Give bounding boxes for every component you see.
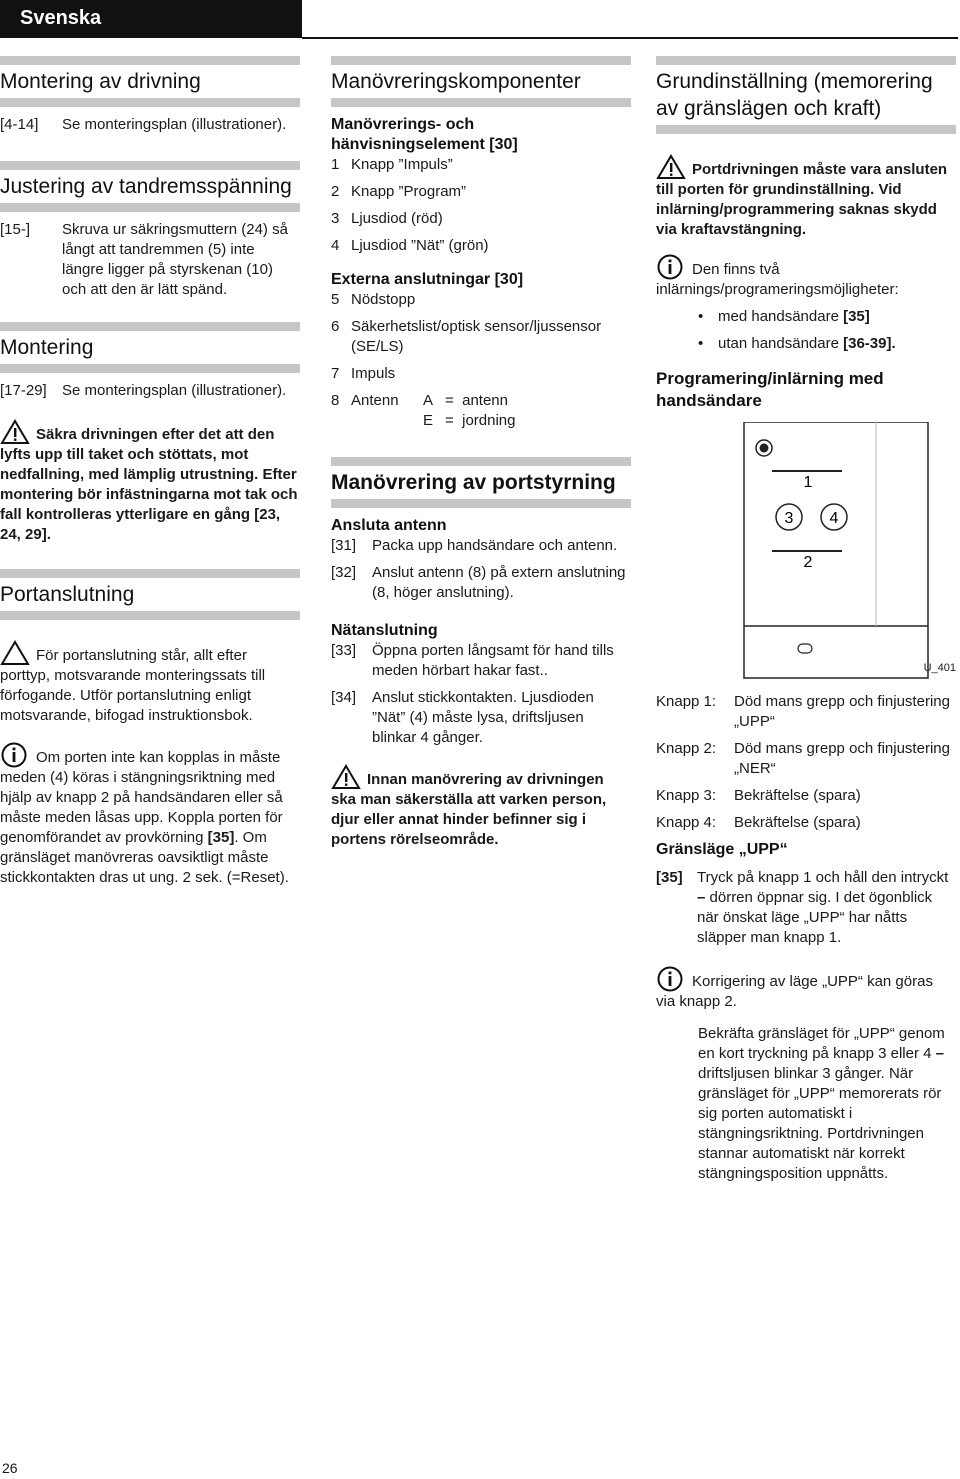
section-title: Montering bbox=[0, 336, 94, 359]
header-rule bbox=[302, 37, 958, 39]
figure-ref: [15-] bbox=[0, 221, 31, 238]
key-description: Bekräftelse (spara) bbox=[734, 814, 861, 831]
instruction-row bbox=[0, 115, 300, 135]
section-justering bbox=[0, 161, 300, 300]
section-manovrering-av-portstyrning bbox=[331, 457, 631, 850]
terminal-value: antenn bbox=[462, 392, 508, 409]
figure-ref: [36-39]. bbox=[843, 335, 896, 352]
option-list bbox=[698, 307, 956, 354]
key-description: Död mans grepp och finjustering „NER“ bbox=[734, 740, 950, 777]
instruction-row bbox=[656, 868, 956, 948]
key-label: Knapp 4: bbox=[656, 814, 717, 831]
antenna-grid bbox=[351, 391, 631, 431]
language-tab bbox=[0, 0, 302, 38]
button-2-label: 2 bbox=[803, 554, 813, 571]
key-label: Knapp 3: bbox=[656, 787, 717, 804]
section-bar bbox=[0, 569, 300, 578]
warning-text: Portdrivningen måste vara ansluten till porten för grundinställning. Vid inlärning/programmering saknas skydd via kraftavstängning. bbox=[656, 161, 948, 238]
led-dot bbox=[760, 444, 769, 453]
instruction-row bbox=[331, 688, 631, 748]
equals-sign: = bbox=[445, 392, 454, 409]
list-item: • utan handsändare [36-39]. bbox=[698, 334, 956, 354]
section-bar bbox=[331, 499, 631, 508]
section-title: Portanslutning bbox=[0, 583, 135, 606]
button-1-bar bbox=[772, 470, 842, 472]
instruction-text: Öppna porten långsamt för hand tills meden hörbart hakar fast.. bbox=[372, 642, 614, 679]
list-item bbox=[331, 317, 631, 357]
warning-text: För portanslutning står, allt efter porttyp, motsvarande monteringssats till förfogande. Utför portanslutning enligt motsvarande, bifogad instruktionsbok. bbox=[0, 647, 266, 724]
section-title: Manövrering av portstyrning bbox=[331, 471, 616, 494]
button-2-bar bbox=[772, 550, 842, 552]
item-text: Ljusdiod (röd) bbox=[351, 210, 443, 227]
key-row bbox=[656, 786, 956, 806]
key-description: Död mans grepp och finjustering „UPP“ bbox=[734, 693, 950, 730]
subheading: Externa anslutningar [30] bbox=[331, 271, 524, 288]
section-bar bbox=[0, 98, 300, 107]
warning-note bbox=[0, 640, 300, 726]
section-title: Justering av tandremsspänning bbox=[0, 175, 292, 198]
section-title: Grundinställning (memorering av gränslägen och kraft) bbox=[656, 70, 933, 120]
equals-sign: = bbox=[445, 412, 454, 429]
item-number: 6 bbox=[331, 318, 340, 335]
key-row bbox=[656, 692, 956, 732]
column-3 bbox=[656, 56, 956, 1191]
instruction-text: Packa upp handsändare och antenn. bbox=[372, 537, 618, 554]
subheading: Ansluta antenn bbox=[331, 517, 447, 534]
remote-illustration bbox=[656, 422, 956, 692]
figure-ref: [32] bbox=[331, 564, 357, 581]
section-title: Montering av drivning bbox=[0, 70, 201, 93]
info-text: Om porten inte kan kopplas in måste meden (4) köras i stängningsriktning med hjälp av knapp 2 på handsändaren eller så måste meden låsas upp. Koppla porten för genomförandet av provkörning bbox=[0, 749, 283, 846]
section-title: Manövreringskomponenter bbox=[331, 70, 581, 93]
info-text: Korrigering av läge „UPP“ kan göras via knapp 2. bbox=[656, 973, 933, 1010]
section-portanslutning bbox=[0, 569, 300, 888]
section-montering-av-drivning bbox=[0, 56, 300, 135]
section-bar bbox=[0, 322, 300, 331]
instruction-row bbox=[0, 381, 300, 401]
section-bar bbox=[0, 611, 300, 620]
warning-icon bbox=[0, 640, 30, 666]
warning-note bbox=[656, 154, 956, 240]
list-item bbox=[331, 182, 631, 202]
section-bar bbox=[0, 161, 300, 170]
section-manovreringskomponenter bbox=[331, 56, 631, 431]
instruction-row bbox=[331, 641, 631, 681]
warning-text: Säkra drivningen efter det att den lyfts upp till taket och stöttats, mot nedfallning, med lämplig utrustning. Efter montering bör infästningarna mot tak och fall kontrolleras ytterligare en gång [23, 24, 29]. bbox=[0, 426, 298, 543]
list-item bbox=[331, 209, 631, 229]
key-row bbox=[656, 739, 956, 779]
figure-code: U_401 bbox=[923, 662, 956, 674]
item-number: 4 bbox=[331, 237, 340, 254]
item-number: 5 bbox=[331, 291, 340, 308]
item-number: 1 bbox=[331, 156, 340, 173]
instruction-row bbox=[331, 563, 631, 603]
item-text: Impuls bbox=[351, 365, 396, 382]
key-description: Bekräftelse (spara) bbox=[734, 787, 861, 804]
figure-ref: [35] bbox=[843, 308, 870, 325]
key-row bbox=[656, 813, 956, 833]
section-bar bbox=[656, 56, 956, 65]
info-text: Den finns två inlärnings/programeringsmöjligheter: bbox=[656, 261, 899, 298]
figure-ref: [4-14] bbox=[0, 116, 39, 133]
section-bar bbox=[0, 203, 300, 212]
warning-icon bbox=[331, 764, 361, 790]
list-item-antenna bbox=[331, 391, 631, 431]
button-4-label: 4 bbox=[829, 510, 839, 527]
item-text: Säkerhetslist/optisk sensor/ljussensor (SE/LS) bbox=[351, 318, 602, 355]
battery-slot-icon bbox=[798, 644, 812, 653]
item-text: Knapp ”Program” bbox=[351, 183, 467, 200]
info-note bbox=[656, 966, 956, 1012]
instruction-text: Anslut stickkontakten. Ljusdioden ”Nät” (4) måste lysa, driftsljusen blinkar 4 gånger. bbox=[372, 689, 594, 746]
section-montering bbox=[0, 322, 300, 545]
instruction-text: Se monteringsplan (illustrationer). bbox=[62, 382, 287, 399]
section-bar bbox=[331, 457, 631, 466]
instruction-text: Anslut antenn (8) på extern anslutning (8, höger anslutning). bbox=[372, 564, 626, 601]
warning-icon bbox=[0, 419, 30, 445]
item-text: Ljusdiod ”Nät” (grön) bbox=[351, 237, 489, 254]
terminal-key: A bbox=[423, 392, 434, 409]
language-label: Svenska bbox=[20, 7, 102, 29]
subheading: Manövrerings- och hänvisningselement [30] bbox=[331, 116, 518, 153]
figure-ref: [35] bbox=[656, 869, 683, 886]
instruction-text: Skruva ur säkringsmuttern (24) så långt att tandremmen (5) inte längre ligger på styrskenan (10) och att den är lätt spänd. bbox=[62, 221, 288, 298]
button-1-label: 1 bbox=[803, 474, 813, 491]
instruction-text: Se monteringsplan (illustrationer). bbox=[62, 116, 287, 133]
terminal-key: E bbox=[423, 412, 434, 429]
terminal-value: jordning bbox=[462, 412, 516, 429]
info-note bbox=[0, 742, 300, 888]
info-icon bbox=[656, 254, 686, 280]
warning-icon bbox=[656, 154, 686, 180]
instruction-row bbox=[331, 536, 631, 556]
item-text: Knapp ”Impuls” bbox=[351, 156, 453, 173]
info-icon bbox=[656, 966, 686, 992]
instruction-text: Tryck på knapp 1 och håll den intryckt – dörren öppnar sig. I det ögonblick när önskat läge „UPP“ har nåtts släpper man knapp 1. bbox=[697, 869, 949, 946]
section-bar bbox=[656, 125, 956, 134]
key-label: Knapp 1: bbox=[656, 693, 717, 710]
item-number: 8 bbox=[331, 392, 340, 409]
info-text: . Om gränsläget manövreras oavsiktligt måste stickkontakten dras ut ung. 2 sek. (=Reset). bbox=[0, 829, 289, 886]
item-number: 2 bbox=[331, 183, 340, 200]
figure-ref: [31] bbox=[331, 537, 357, 554]
column-2 bbox=[331, 56, 631, 857]
subheading: Programering/inlärning med handsändare bbox=[656, 369, 884, 410]
page-number: 26 bbox=[2, 1460, 18, 1476]
figure-ref: [35] bbox=[207, 829, 235, 846]
figure-ref: [33] bbox=[331, 642, 357, 659]
list-item bbox=[331, 364, 631, 384]
warning-note bbox=[331, 764, 631, 850]
item-number: 7 bbox=[331, 365, 340, 382]
list-item bbox=[331, 236, 631, 256]
section-bar bbox=[331, 98, 631, 107]
section-bar bbox=[331, 56, 631, 65]
warning-note bbox=[0, 419, 300, 545]
subheading: Nätanslutning bbox=[331, 622, 438, 639]
confirm-paragraph: Bekräfta gränsläget för „UPP“ genom en kort tryckning på knapp 3 eller 4 – driftsljusen blinkar 3 gånger. När gränsläget för „UPP“ memorerats rör sig porten automatiskt i stängningsriktning. Portdrivningen stannar automatiskt när korrekt stängningsposition uppnåtts. bbox=[698, 1025, 945, 1182]
info-icon bbox=[0, 742, 30, 768]
section-bar bbox=[0, 56, 300, 65]
section-grundinstallning bbox=[656, 56, 956, 1184]
remote-control-drawing bbox=[736, 422, 936, 684]
section-bar bbox=[0, 364, 300, 373]
list-item bbox=[331, 290, 631, 310]
item-text: Nödstopp bbox=[351, 291, 416, 308]
info-note bbox=[656, 254, 956, 300]
button-3-label: 3 bbox=[784, 510, 794, 527]
instruction-row bbox=[0, 220, 300, 300]
item-number: 3 bbox=[331, 210, 340, 227]
key-label: Knapp 2: bbox=[656, 740, 717, 757]
column-1 bbox=[0, 56, 300, 895]
figure-ref: [17-29] bbox=[0, 382, 47, 399]
figure-ref: [34] bbox=[331, 689, 357, 706]
item-text: Antenn bbox=[351, 392, 399, 409]
list-item: • med handsändare [35] bbox=[698, 307, 956, 327]
list-item bbox=[331, 155, 631, 175]
warning-text: Innan manövrering av drivningen ska man säkerställa att varken person, djur eller annat hinder befinner sig i portens rörelseområde. bbox=[331, 771, 607, 848]
subheading: Gränsläge „UPP“ bbox=[656, 841, 788, 858]
